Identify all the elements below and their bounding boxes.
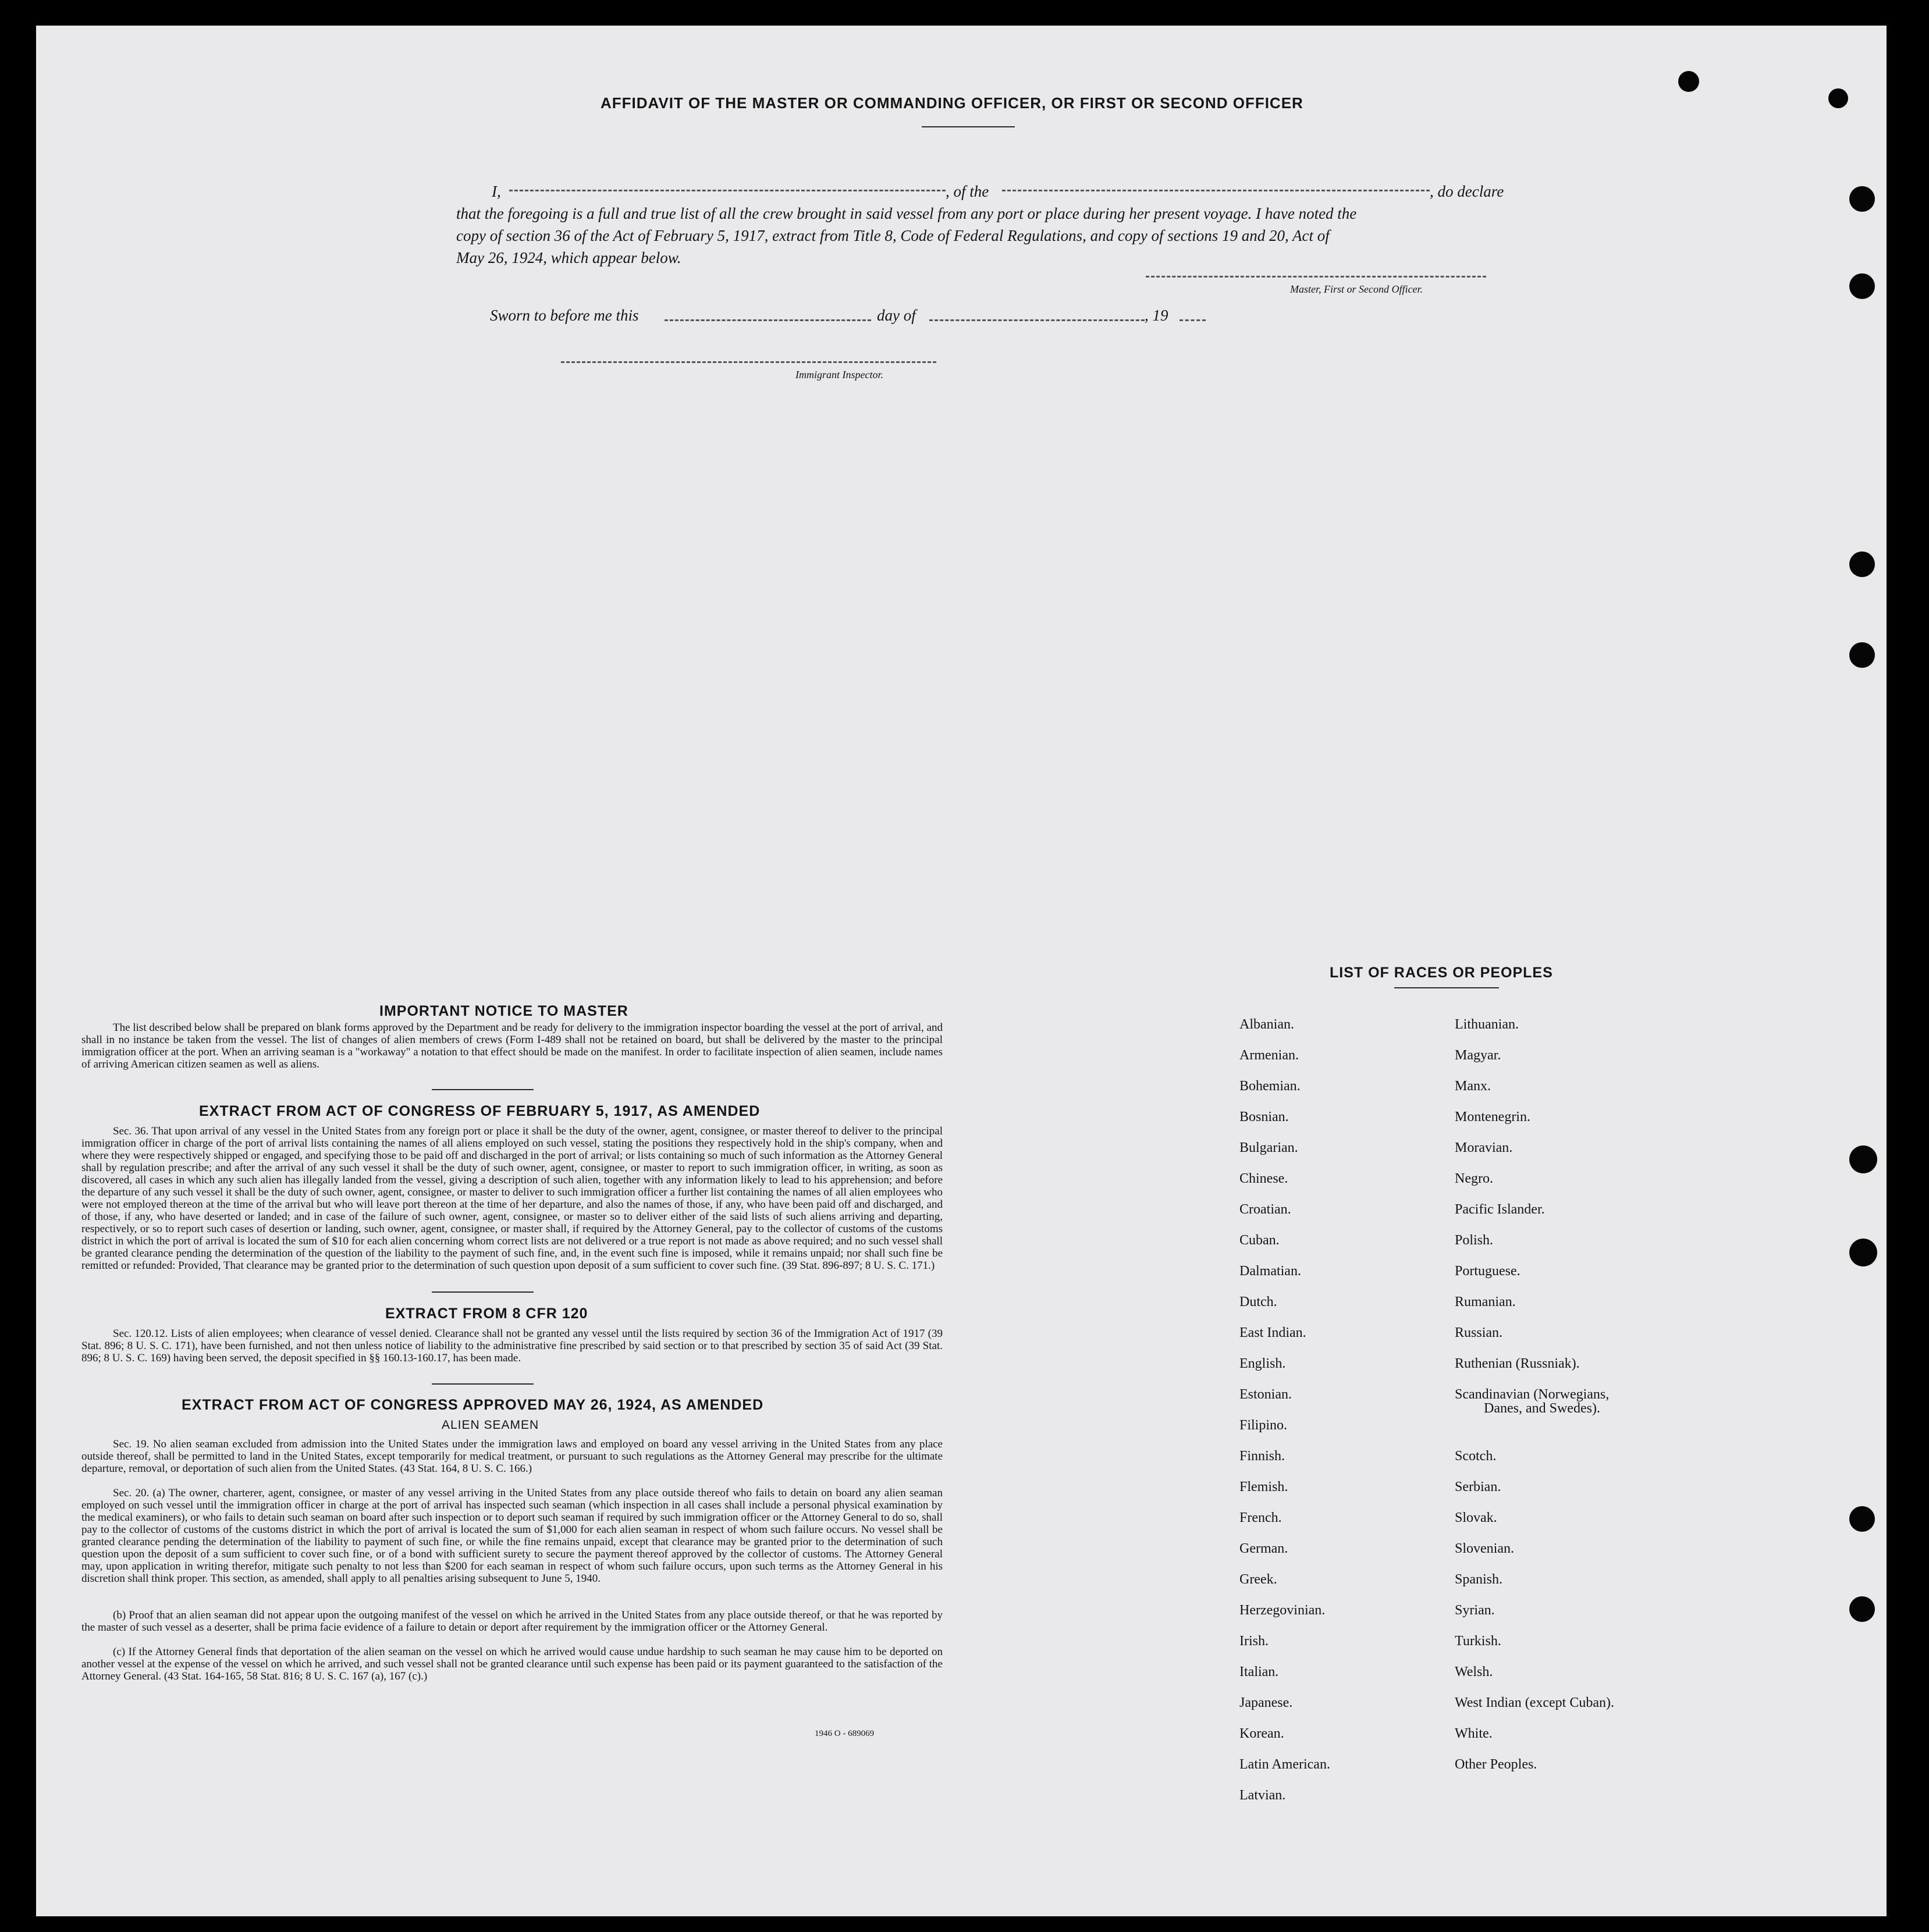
race-item: Syrian.: [1455, 1603, 1495, 1618]
race-item: Slovak.: [1455, 1510, 1497, 1525]
race-item: Korean.: [1239, 1726, 1284, 1741]
master-caption: Master, First or Second Officer.: [1290, 283, 1423, 295]
race-item: Greek.: [1239, 1572, 1277, 1587]
extract-1924-title: EXTRACT FROM ACT OF CONGRESS APPROVED MAY 26, 1924, AS AMENDED: [182, 1397, 764, 1413]
punch-hole-icon: [1678, 71, 1699, 92]
extract-cfr-body: Sec. 120.12. Lists of alien employees; when clearance of vessel denied. Clearance shall not be granted any vessel until the lists required by section 36 of the Immigration Act of 1917 (39 Stat. 896; 8 U. S. C. 171), have been furnished, and not then unless notice of liability to the administrative fine prescribed by said section or to that prescribed by section 35 of said Act (39 Stat. 896; 8 U. S. C. 169) having been served, the deposit specified in §§ 160.13-160.17, has been made.: [81, 1328, 943, 1364]
alien-seamen-subtitle: ALIEN SEAMEN: [442, 1418, 539, 1432]
print-code: 1946 O - 689069: [815, 1729, 875, 1738]
race-item: Other Peoples.: [1455, 1757, 1537, 1772]
race-item: Spanish.: [1455, 1572, 1503, 1587]
year-label: , 19: [1145, 307, 1168, 324]
race-item: Turkish.: [1455, 1634, 1501, 1649]
notice-body: The list described below shall be prepared on blank forms approved by the Department and be ready for delivery to the immigration inspector boarding the vessel at the port of arrival, and shall in no instance be taken from the vessel. The list of changes of alien members of crews (Form I-489 shall not be retained on board, but shall be delivered by the master to the principal immigration officer at the port. When an arriving seaman is a "workaway" a notation to that effect should be made on the manifest. In order to facilitate inspection of alien seamen, include names of arriving American citizen seamen as well as aliens.: [81, 1022, 943, 1070]
punch-hole-icon: [1849, 273, 1875, 299]
punch-hole-icon: [1849, 1239, 1877, 1266]
race-item: Croatian.: [1239, 1202, 1291, 1217]
extract-cfr-title: EXTRACT FROM 8 CFR 120: [385, 1305, 588, 1322]
extract-cfr-divider: [432, 1383, 534, 1385]
race-item: Russian.: [1455, 1325, 1503, 1340]
sworn-month-blank[interactable]: [929, 319, 1145, 321]
race-item: Manx.: [1455, 1079, 1491, 1094]
race-item: German.: [1239, 1541, 1288, 1556]
punch-hole-icon: [1849, 1145, 1877, 1173]
race-item: Estonian.: [1239, 1387, 1292, 1402]
punch-hole-icon: [1849, 1596, 1875, 1622]
race-item: Armenian.: [1239, 1048, 1299, 1063]
punch-hole-icon: [1849, 552, 1875, 577]
race-item: Moravian.: [1455, 1140, 1513, 1155]
extract-1917-divider: [432, 1291, 534, 1293]
day-of-label: day of: [877, 307, 916, 324]
sec20c-body: (c) If the Attorney General finds that deportation of the alien seaman on the vessel on which he arrived would cause undue hardship to such seaman he may cause him to be deported on another vessel at the expense of the vessel on which he arrived, and such vessel shall not be granted clearance until such expense has been paid or its payment guaranteed to the satisfaction of the Attorney General. (43 Stat. 164-165, 58 Stat. 816; 8 U. S. C. 167 (a), 167 (c).): [81, 1646, 943, 1682]
affidavit-body-line3: May 26, 1924, which appear below.: [456, 249, 681, 266]
inspector-caption: Immigrant Inspector.: [795, 369, 883, 380]
sec19-body: Sec. 19. No alien seaman excluded from admission into the United States under the immigration laws and employed on board any vessel arriving in the United States from any place outside thereof, shall be permitted to land in the United States, except temporarily for medical treatment, or pursuant to such regulations as the Attorney General may prescribe for the ultimate departure, removal, or deportation of such alien from the United States. (43 Stat. 164, 8 U. S. C. 166.): [81, 1438, 943, 1475]
sworn-label: Sworn to before me this: [490, 307, 639, 324]
affidavit-title: AFFIDAVIT OF THE MASTER OR COMMANDING OFFICER, OR FIRST OR SECOND OFFICER: [601, 94, 1303, 112]
punch-hole-icon: [1849, 186, 1875, 212]
race-item: Slovenian.: [1455, 1541, 1514, 1556]
extract-1917-title: EXTRACT FROM ACT OF CONGRESS OF FEBRUARY 5, 1917, AS AMENDED: [199, 1103, 761, 1119]
race-item: English.: [1239, 1356, 1286, 1371]
sec20a-body: Sec. 20. (a) The owner, charterer, agent, consignee, or master of any vessel arriving in the United States from any place outside thereof who fails to detain on board any alien seaman employed on such vessel until the immigration officer in charge at the port of arrival has inspected such seaman (which inspection in all cases shall include a personal physical examination by the medical examiners), or who fails to detain such seaman on board after such inspection or to deport such seaman if required by such immigration officer or the Attorney General to do so, shall pay to the collector of customs of the customs district in which the port of arrival is located the sum of $1,000 for each alien seaman in respect of whom such failure occurs. No vessel shall be granted clearance pending the determination of the liability to payment of such fine, or while the fine remains unpaid, except that clearance may be granted prior to the determination of such question upon the deposit of a sum sufficient to cover such fine, or of a bond with sufficient surety to secure the payment thereof approved by the collector of customs. The Attorney General may, upon application in writing therefor, mitigate such penalty to not less than $200 for each seaman in respect of whom such failure occurs, upon such terms as the Attorney General in his discretion shall think proper. This section, as amended, shall apply to all penalties arising subsequent to June 5, 1940.: [81, 1487, 943, 1585]
title-divider: [922, 126, 1015, 127]
race-item: Negro.: [1455, 1171, 1493, 1186]
race-item: Serbian.: [1455, 1479, 1501, 1495]
race-item: Lithuanian.: [1455, 1017, 1519, 1032]
race-item: Dalmatian.: [1239, 1264, 1301, 1279]
race-item: Irish.: [1239, 1634, 1269, 1649]
sworn-day-blank[interactable]: [665, 319, 871, 321]
race-item: West Indian (except Cuban).: [1455, 1695, 1614, 1710]
race-item: Bohemian.: [1239, 1079, 1301, 1094]
vessel-blank[interactable]: [1002, 190, 1430, 191]
name-blank[interactable]: [509, 190, 946, 191]
races-divider: [1394, 987, 1499, 988]
race-item: Flemish.: [1239, 1479, 1288, 1495]
affidavit-body-line1: that the foregoing is a full and true list of all the crew brought in said vessel from any port or place during her present voyage. I have noted the: [456, 205, 1357, 222]
race-item: Herzegovinian.: [1239, 1603, 1326, 1618]
race-item: Ruthenian (Russniak).: [1455, 1356, 1580, 1371]
extract-1917-body: Sec. 36. That upon arrival of any vessel in the United States from any foreign port or place it shall be the duty of the owner, agent, consignee, or master thereof to deliver to the principal immigration officer in charge of the port of arrival lists containing the names of all aliens employed on such vessel, stating the positions they respectively hold in the ship's company, when and where they were respectively shipped or engaged, and specifying those to be paid off and discharged in the port of arrival; or lists containing so much of such information as the Attorney General shall by regulation prescribe; and after the arrival of any such vessel it shall be the duty of such owner, agent, consignee, or master to report to such immigration officer, in writing, as soon as discovered, all cases in which any such alien has illegally landed from the vessel, giving a description of such alien, together with any information likely to lead to his apprehension; and before the departure of any such vessel it shall be the duty of such owner, agent, consignee, or master to deliver to such immigration officer a further list containing the names of all alien employees who were not employed thereon at the time of the arrival but who will leave port thereon at the time of her departure, and also the names of those, if any, who have been paid off and discharged, and of those, if any, who have deserted or landed; and in case of the failure of such owner, agent, consignee, or master so to deliver either of the said lists of such aliens arriving and departing, respectively, or so to report such cases of desertion or landing, such owner, agent, consignee, or master shall, if required by the Attorney General, pay to the collector of customs of the customs district in which the port of arrival is located the sum of $10 for each alien concerning whom correct lists are not delivered or a true report is not made as above required; and no such vessel shall be granted clearance pending the determination of the question of the liability to the payment of such fine, and, in the event such fine is imposed, while it remains unpaid; nor shall such fine be remitted or refunded: Provided, That clearance may be granted prior to the determination of such question upon deposit of a sum sufficient to cover such fine. (39 Stat. 896-897; 8 U. S. C. 171.): [81, 1125, 943, 1272]
race-item: Cuban.: [1239, 1233, 1280, 1248]
race-item: Finnish.: [1239, 1449, 1285, 1464]
race-item: Rumanian.: [1455, 1294, 1516, 1310]
race-item: French.: [1239, 1510, 1282, 1525]
race-item: Japanese.: [1239, 1695, 1293, 1710]
race-item: Latin American.: [1239, 1757, 1330, 1772]
race-item: Chinese.: [1239, 1171, 1288, 1186]
race-item: Latvian.: [1239, 1788, 1286, 1803]
race-item: Magyar.: [1455, 1048, 1501, 1063]
race-item: Scotch.: [1455, 1449, 1497, 1464]
race-item: Dutch.: [1239, 1294, 1277, 1310]
race-item: Italian.: [1239, 1664, 1279, 1680]
affidavit-body-line2: copy of section 36 of the Act of February 5, 1917, extract from Title 8, Code of Federal Regulations, and copy of sections 19 and 20, Act of: [456, 227, 1330, 244]
race-item: East Indian.: [1239, 1325, 1306, 1340]
race-item: Welsh.: [1455, 1664, 1493, 1680]
document-page: [36, 26, 1887, 1916]
race-item: Bosnian.: [1239, 1109, 1289, 1125]
master-signature-line[interactable]: [1146, 276, 1486, 277]
race-item: Bulgarian.: [1239, 1140, 1298, 1155]
sec20b-body: (b) Proof that an alien seaman did not appear upon the outgoing manifest of the vessel on which he arrived in the United States from any place outside thereof, or that he was reported by the master of such vessel as a deserter, shall be prima facie evidence of a failure to detain or deport after requirement by the immigration officer or the Attorney General.: [81, 1609, 943, 1634]
race-item: Polish.: [1455, 1233, 1494, 1248]
notice-title: IMPORTANT NOTICE TO MASTER: [379, 1003, 628, 1019]
race-item: Albanian.: [1239, 1017, 1294, 1032]
punch-hole-icon: [1828, 88, 1848, 108]
race-item: Danes, and Swedes).: [1484, 1401, 1600, 1416]
race-item: White.: [1455, 1726, 1493, 1741]
race-item: Portuguese.: [1455, 1264, 1521, 1279]
year-blank[interactable]: [1180, 319, 1206, 321]
race-item: Pacific Islander.: [1455, 1202, 1545, 1217]
notice-divider: [432, 1089, 534, 1090]
punch-hole-icon: [1849, 1506, 1875, 1532]
race-item: Scandinavian (Norwegians,: [1455, 1387, 1610, 1402]
races-title: LIST OF RACES OR PEOPLES: [1330, 965, 1553, 981]
affidavit-do-declare: , do declare: [1430, 183, 1504, 200]
affidavit-of-the: , of the: [946, 183, 989, 200]
affidavit-i-label: I,: [492, 183, 501, 200]
punch-hole-icon: [1849, 642, 1875, 668]
race-item: Filipino.: [1239, 1418, 1288, 1433]
inspector-signature-line[interactable]: [561, 361, 936, 363]
race-item: Montenegrin.: [1455, 1109, 1530, 1125]
